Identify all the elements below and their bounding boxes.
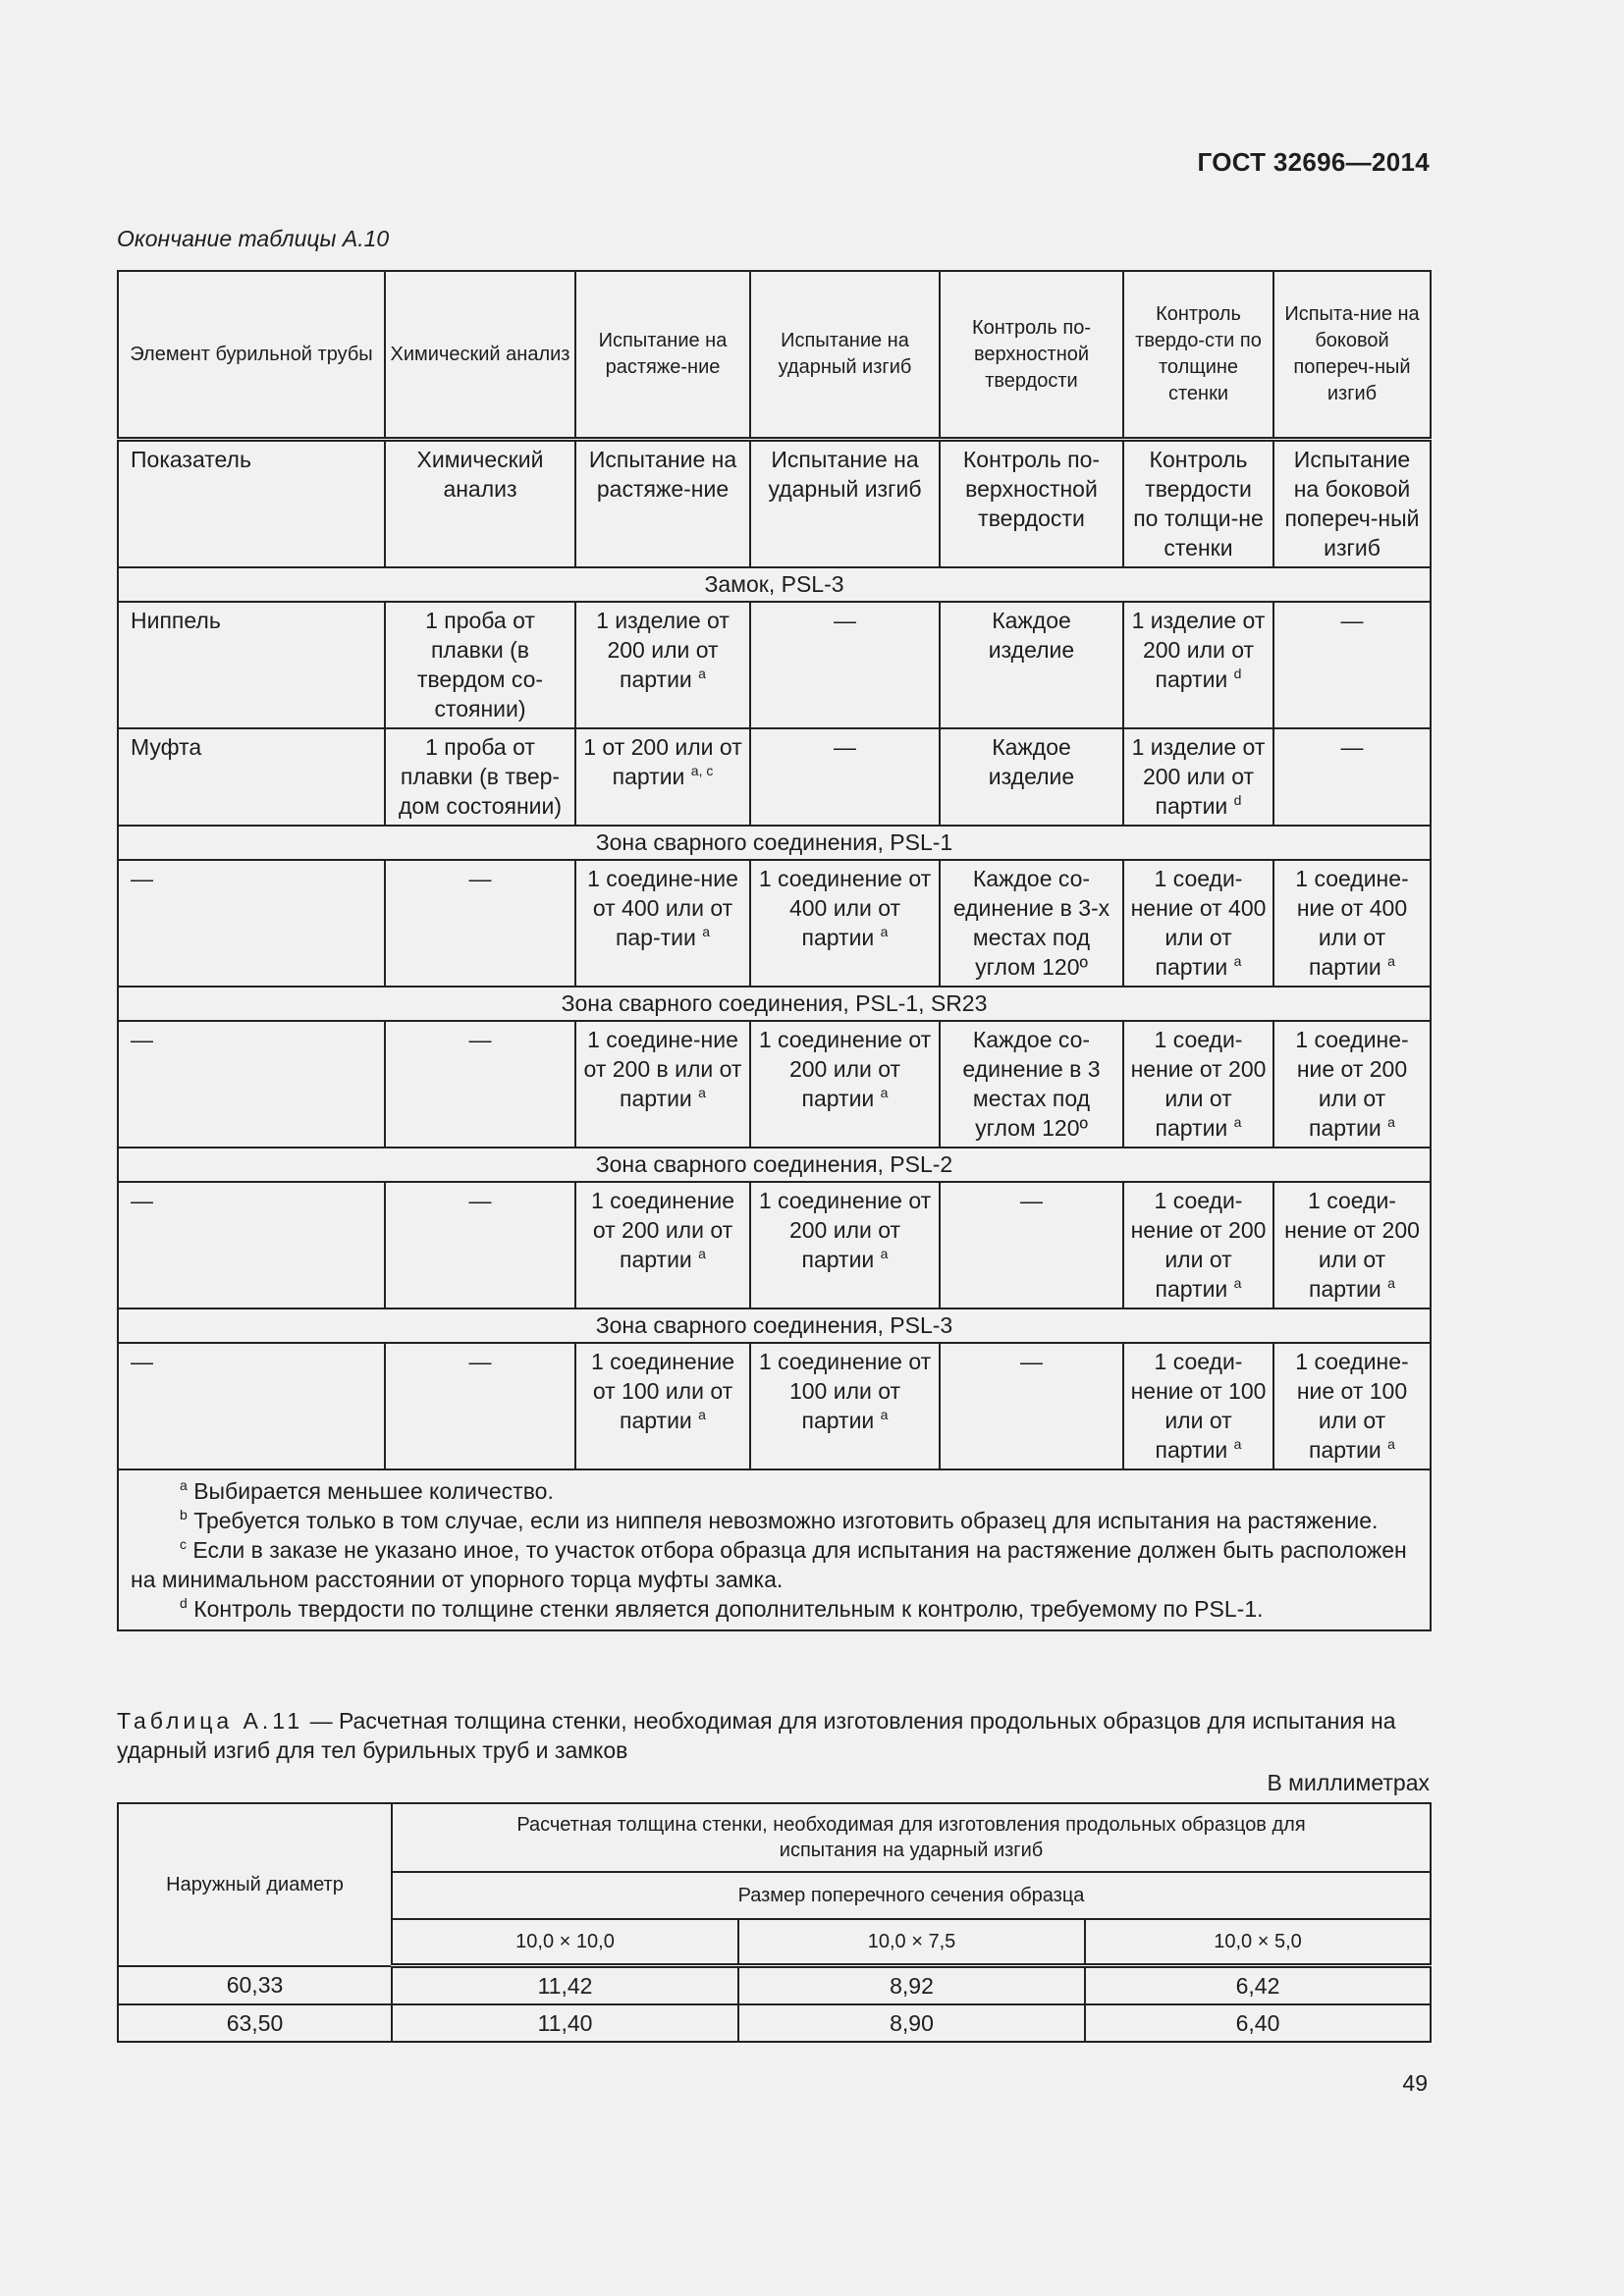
cell-text: Каждое изделие <box>988 608 1075 663</box>
footnote-text: Если в заказе не указано иное, то участок отбора образца для испытания на растяжение должен быть расположен на минимальном расстоянии от упорного торца муфты замка. <box>131 1537 1407 1592</box>
table-cell <box>575 728 750 826</box>
cell-text: 1 соединение от 100 или от партии <box>590 1349 735 1433</box>
table-cell <box>1273 1182 1431 1308</box>
section-title: Зона сварного соединения, PSL-1 <box>118 826 1431 860</box>
table-cell <box>385 602 575 728</box>
cell-text: 1 соединение от 100 или от партии <box>758 1349 932 1433</box>
cell-text: — <box>131 1349 153 1374</box>
footnotes <box>131 1476 1420 1624</box>
table-cell <box>1123 1021 1273 1148</box>
section-title: Зона сварного соединения, PSL-2 <box>118 1148 1431 1182</box>
cell-text: 1 соединение от 200 или от партии <box>590 1188 735 1272</box>
cell-text: 1 соедине-ние от 200 или от партии <box>1295 1027 1409 1141</box>
table-row <box>118 728 1431 826</box>
section-row <box>118 987 1431 1021</box>
table-cell <box>575 602 750 728</box>
table-cell <box>1273 1021 1431 1148</box>
table-cell: Показатель <box>118 440 385 568</box>
header-cell: Контроль по-верхностной твердости <box>940 271 1123 440</box>
footnote-ref: a, c <box>690 763 714 778</box>
indicator-row <box>118 440 1431 568</box>
cell-text: — <box>1340 608 1364 633</box>
footnote-ref: a <box>698 1246 706 1261</box>
footnote-ref: d <box>1233 792 1242 808</box>
table-cell <box>1123 602 1273 728</box>
footnote-ref: a <box>1387 1114 1395 1130</box>
table-cell: 60,33 <box>118 1966 392 2005</box>
cell-text: — <box>468 1349 492 1374</box>
section-row <box>118 826 1431 860</box>
table-cell: Химический анализ <box>385 440 575 568</box>
footnote-text: Контроль твердости по толщине стенки является дополнительным к контролю, требуемому по PSL-1. <box>193 1596 1264 1622</box>
footnote-ref: a <box>698 1085 706 1100</box>
table-row <box>118 860 1431 987</box>
page-number: 49 <box>1402 2070 1428 2096</box>
table-cell: 6,42 <box>1085 1966 1431 2005</box>
table-a11-title: — Расчетная толщина стенки, необходимая для изготовления продольных образцов для испытания на ударный изгиб для тел бурильных труб и замков <box>117 1708 1396 1763</box>
cell-text: 1 проба от плавки (в твердом со-стоянии) <box>416 608 544 721</box>
footnote-ref: a <box>1233 1114 1242 1130</box>
cell-text: 1 соединение от 400 или от партии <box>758 866 932 950</box>
size-header: 10,0 × 10,0 <box>392 1919 738 1966</box>
cell-text: Каждое со-единение в 3-х местах под углом 120º <box>952 866 1110 980</box>
cell-text: 1 изделие от 200 или от партии <box>1131 608 1266 692</box>
table-cell <box>750 860 940 987</box>
table-cell: 63,50 <box>118 2004 392 2042</box>
footnote <box>131 1476 1420 1506</box>
table-cell: 8,92 <box>738 1966 1085 2005</box>
footnote-mark: a <box>180 1477 188 1493</box>
header-cell: Элемент бурильной трубы <box>118 271 385 440</box>
wall-thickness-header: Расчетная толщина стенки, необходимая для изготовления продольных образцов для испытания на ударный изгиб <box>392 1803 1431 1872</box>
table-cell: 8,90 <box>738 2004 1085 2042</box>
table-cell <box>750 602 940 728</box>
footnote-ref: a <box>880 1085 889 1100</box>
table-row <box>118 602 1431 728</box>
table-header-row <box>118 1803 1431 1872</box>
cell-text: — <box>468 866 492 891</box>
header-cell: Испытание на растяже-ние <box>575 271 750 440</box>
table-cell <box>750 1021 940 1148</box>
table-cell <box>940 1343 1123 1469</box>
table-cell: 11,42 <box>392 1966 738 2005</box>
table-row <box>118 2004 1431 2042</box>
cell-text: — <box>131 866 153 891</box>
cell-text: — <box>834 734 856 760</box>
table-row <box>118 1343 1431 1469</box>
section-title: Замок, PSL-3 <box>118 567 1431 602</box>
table-cell: Контроль по-верхностной твердости <box>940 440 1123 568</box>
footnote-ref: a <box>1387 1436 1395 1452</box>
table-row <box>118 1182 1431 1308</box>
table-cell: 11,40 <box>392 2004 738 2042</box>
table-cell <box>385 1182 575 1308</box>
section-title: Зона сварного соединения, PSL-3 <box>118 1308 1431 1343</box>
table-a11 <box>117 1802 1432 2043</box>
cell-text: — <box>131 1027 153 1052</box>
footnote-ref: a <box>880 1407 889 1422</box>
cell-text: 1 соеди-нение от 200 или от партии <box>1284 1188 1420 1302</box>
cell-text: 1 соеди-нение от 200 или от партии <box>1130 1188 1267 1302</box>
table-cell <box>1123 1182 1273 1308</box>
table-cell <box>1123 860 1273 987</box>
footnote-mark: d <box>180 1595 188 1611</box>
table-cell <box>1273 602 1431 728</box>
table-cell <box>118 728 385 826</box>
table-cell <box>1123 728 1273 826</box>
footnotes-cell <box>118 1469 1431 1630</box>
footnote-text: Требуется только в том случае, если из ниппеля невозможно изготовить образец для испытания на растяжение. <box>193 1508 1379 1533</box>
table-header-row <box>118 271 1431 440</box>
table-cell: Испытание на растяже-ние <box>575 440 750 568</box>
footnote-mark: c <box>180 1536 187 1552</box>
table-cell <box>750 1182 940 1308</box>
footnotes-row <box>118 1469 1431 1630</box>
footnote <box>131 1594 1420 1624</box>
cell-text: 1 соеди-нение от 400 или от партии <box>1130 866 1267 980</box>
units-label: В миллиметрах <box>1267 1770 1430 1795</box>
table-a11-label: Таблица А.11 <box>117 1708 304 1734</box>
section-row <box>118 1148 1431 1182</box>
table-cell <box>385 1021 575 1148</box>
cell-text: 1 изделие от 200 или от партии <box>596 608 730 692</box>
header-cell: Испыта-ние на боковой попереч-ный изгиб <box>1273 271 1431 440</box>
footnote-ref: a <box>880 924 889 939</box>
table-cell <box>385 728 575 826</box>
table-a11-body <box>118 1966 1431 2043</box>
table-cell <box>385 1343 575 1469</box>
table-a10 <box>117 270 1432 1631</box>
table-row <box>118 1966 1431 2005</box>
footnote-mark: b <box>180 1507 188 1522</box>
table-cell <box>118 1021 385 1148</box>
footnote-text: Выбирается меньшее количество. <box>193 1478 554 1504</box>
table-cell <box>575 860 750 987</box>
section-title: Зона сварного соединения, PSL-1, SR23 <box>118 987 1431 1021</box>
size-header: 10,0 × 5,0 <box>1085 1919 1431 1966</box>
table-continuation-caption: Окончание таблицы А.10 <box>117 226 390 251</box>
table-cell <box>940 860 1123 987</box>
cell-text: 1 соединение от 200 или от партии <box>758 1188 932 1272</box>
cell-text: — <box>1020 1349 1043 1374</box>
cell-text: 1 соедине-ние от 400 или от партии <box>1295 866 1409 980</box>
table-cell <box>575 1343 750 1469</box>
size-header: 10,0 × 7,5 <box>738 1919 1085 1966</box>
cell-text: 1 проба от плавки (в твер-дом состоянии) <box>398 734 563 819</box>
table-cell: 6,40 <box>1085 2004 1431 2042</box>
table-cell <box>118 602 385 728</box>
footnote <box>131 1535 1420 1594</box>
table-cell <box>940 1021 1123 1148</box>
cell-text: Каждое со-единение в 3 местах под углом 120º <box>962 1027 1101 1141</box>
cross-section-header: Размер поперечного сечения образца <box>392 1872 1431 1919</box>
table-cell <box>940 728 1123 826</box>
table-cell <box>750 1343 940 1469</box>
footnote-ref: a <box>1233 953 1242 969</box>
header-cell: Химический анализ <box>385 271 575 440</box>
cell-text: — <box>834 608 856 633</box>
cell-text: — <box>1340 734 1364 760</box>
cell-text: 1 соединение от 200 или от партии <box>758 1027 932 1111</box>
table-cell <box>1273 728 1431 826</box>
table-cell <box>118 1343 385 1469</box>
table-cell <box>940 602 1123 728</box>
table-cell <box>575 1021 750 1148</box>
footnote-ref: a <box>880 1246 889 1261</box>
cell-text: Каждое изделие <box>988 734 1075 789</box>
cell-text: 1 соедине-ние от 100 или от партии <box>1295 1349 1409 1463</box>
cell-text: — <box>131 1188 153 1213</box>
table-row <box>118 1021 1431 1148</box>
footnote-ref: a <box>1233 1436 1242 1452</box>
cell-text: 1 соеди-нение от 200 или от партии <box>1130 1027 1267 1141</box>
footnote-ref: d <box>1233 666 1242 681</box>
table-cell <box>1123 1343 1273 1469</box>
footnote-ref: a <box>1387 1275 1395 1291</box>
table-cell <box>118 1182 385 1308</box>
cell-text: 1 соедине-ние от 400 или от пар-тии <box>587 866 738 950</box>
footnote-ref: a <box>1387 953 1395 969</box>
table-a11-caption <box>117 1706 1430 1765</box>
footnote-ref: a <box>698 666 706 681</box>
cell-text: 1 от 200 или от партии <box>583 734 742 789</box>
outer-diameter-header: Наружный диаметр <box>118 1803 392 1966</box>
cell-text: 1 соеди-нение от 100 или от партии <box>1130 1349 1267 1463</box>
table-cell <box>1273 860 1431 987</box>
standard-code: ГОСТ 32696—2014 <box>1197 147 1430 177</box>
section-row <box>118 567 1431 602</box>
cell-text: — <box>468 1188 492 1213</box>
table-cell <box>940 1182 1123 1308</box>
table-cell <box>118 860 385 987</box>
table-cell: Испытание на боковой попереч-ный изгиб <box>1273 440 1431 568</box>
header-cell: Испытание на ударный изгиб <box>750 271 940 440</box>
footnote <box>131 1506 1420 1535</box>
table-a10-body <box>118 567 1431 1469</box>
header-cell: Контроль твердо-сти по толщине стенки <box>1123 271 1273 440</box>
table-cell <box>750 728 940 826</box>
table-cell <box>575 1182 750 1308</box>
table-cell: Контроль твердости по толщи-не стенки <box>1123 440 1273 568</box>
footnote-ref: a <box>1233 1275 1242 1291</box>
cell-text: 1 соедине-ние от 200 в или от партии <box>583 1027 742 1111</box>
table-cell: Испытание на ударный изгиб <box>750 440 940 568</box>
section-row <box>118 1308 1431 1343</box>
cell-text: Ниппель <box>131 608 221 633</box>
table-cell <box>385 860 575 987</box>
table-cell <box>1273 1343 1431 1469</box>
cell-text: 1 изделие от 200 или от партии <box>1131 734 1266 819</box>
footnote-ref: a <box>702 924 711 939</box>
cell-text: — <box>1020 1188 1043 1213</box>
cell-text: Муфта <box>131 734 202 760</box>
cell-text: — <box>468 1027 492 1052</box>
footnote-ref: a <box>698 1407 706 1422</box>
